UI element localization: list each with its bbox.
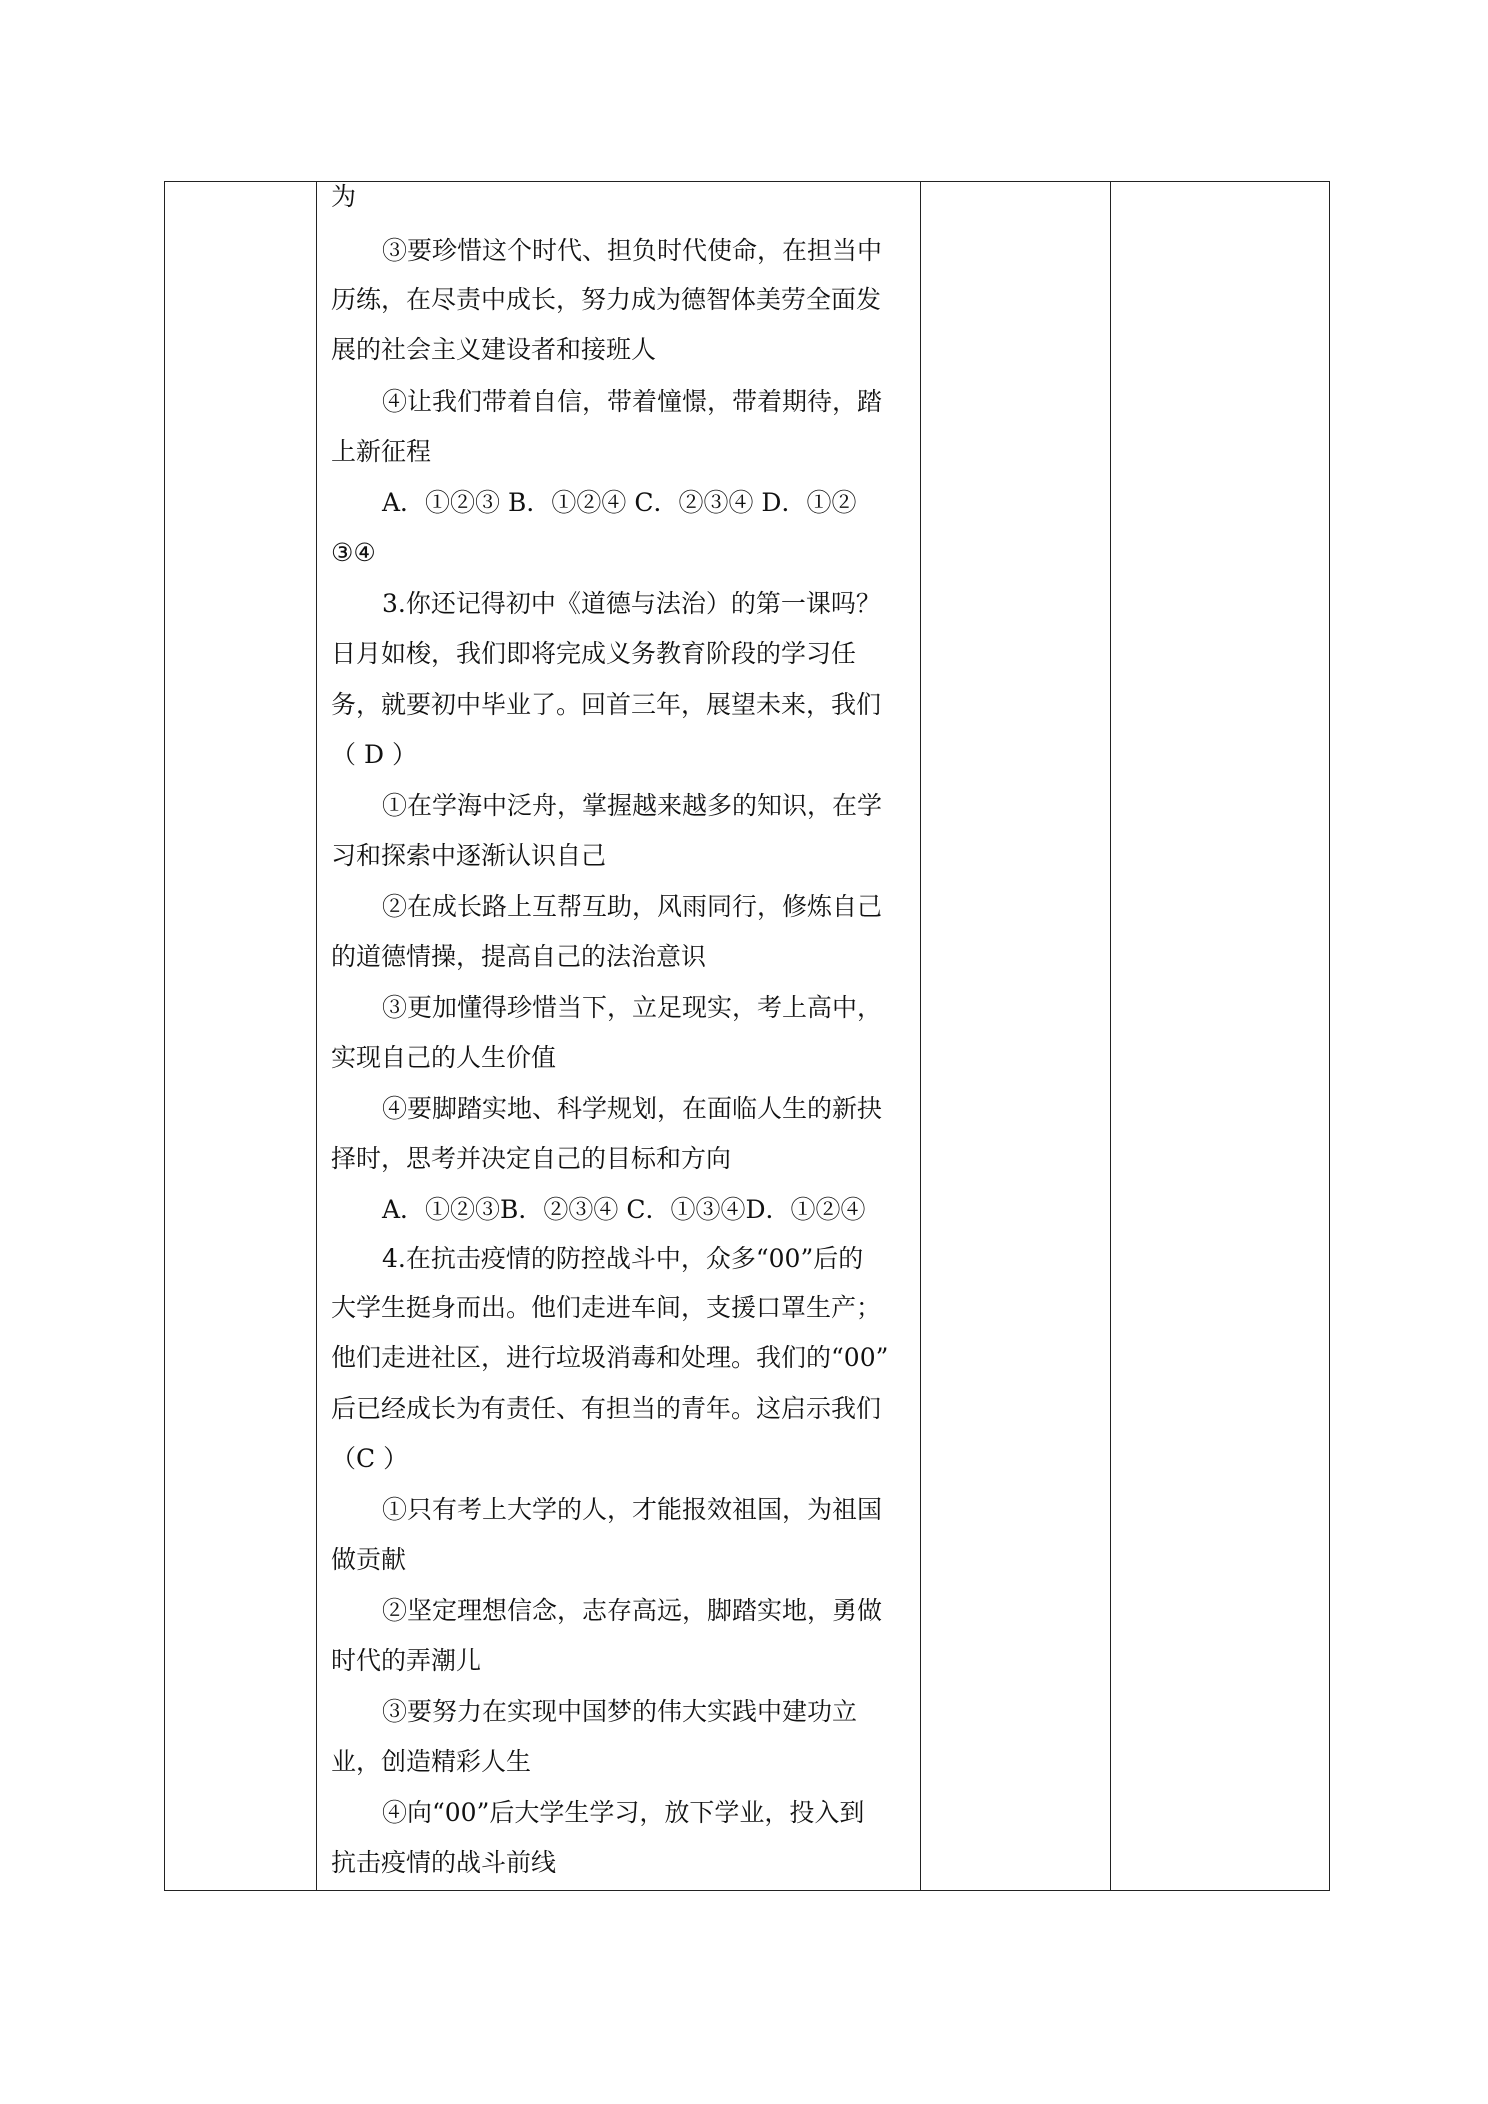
question-4-stem: 4.在抗击疫情的防控战斗中，众多“00”后的	[382, 1244, 864, 1273]
text-line: 实现自己的人生价值	[331, 1043, 557, 1072]
text-line: 上新征程	[331, 437, 432, 466]
answer-options: A．①②③ B．①②④ C．②③④ D．①②	[382, 488, 857, 517]
text-line: 历练，在尽责中成长，努力成为德智体美劳全面发	[331, 285, 882, 314]
text-line: 他们走进社区，进行垃圾消毒和处理。我们的“00”	[331, 1343, 889, 1372]
answer-blank: （ D ）	[331, 740, 417, 769]
text-line: 大学生挺身而出。他们走进车间，支援口罩生产；	[331, 1293, 882, 1322]
text-line: ③更加懂得珍惜当下，立足现实，考上高中，	[382, 993, 883, 1022]
text-line: 择时，思考并决定自己的目标和方向	[331, 1144, 732, 1173]
text-line: ④向“00”后大学生学习，放下学业，投入到	[382, 1798, 865, 1827]
text-line: 为	[331, 182, 357, 211]
text-line: ②在成长路上互帮互助，风雨同行，修炼自己	[382, 892, 883, 921]
text-line: 日月如梭，我们即将完成义务教育阶段的学习任	[331, 639, 857, 668]
text-line: 做贡献	[331, 1545, 407, 1574]
text-line: 习和探索中逐渐认识自己	[331, 841, 607, 870]
text-line: ④让我们带着自信，带着憧憬，带着期待，踏	[382, 387, 883, 416]
text-line: ①在学海中泛舟，掌握越来越多的知识，在学	[382, 791, 883, 820]
text-line: ①只有考上大学的人，才能报效祖国，为祖国	[382, 1495, 883, 1524]
answer-blank: （C ）	[331, 1444, 409, 1473]
text-line: 后已经成长为有责任、有担当的青年。这启示我们	[331, 1394, 882, 1423]
text-line: 务，就要初中毕业了。回首三年，展望未来，我们	[331, 690, 882, 719]
column-divider	[1110, 182, 1111, 1890]
text-line: 的道德情操，提高自己的法治意识	[331, 942, 707, 971]
text-line: ③要努力在实现中国梦的伟大实践中建功立	[382, 1697, 858, 1726]
text-line: ④要脚踏实地、科学规划，在面临人生的新抉	[382, 1094, 883, 1123]
column-divider	[920, 182, 921, 1890]
text-line: 时代的弄潮儿	[331, 1646, 482, 1675]
answer-options: ③④	[331, 538, 376, 567]
text-line: ③要珍惜这个时代、担负时代使命，在担当中	[382, 236, 883, 265]
answer-options: A．①②③B．②③④ C．①③④D．①②④	[382, 1195, 866, 1224]
text-line: 展的社会主义建设者和接班人	[331, 335, 657, 364]
text-line: 抗击疫情的战斗前线	[331, 1848, 557, 1877]
question-content-cell	[316, 182, 920, 1890]
text-line: ②坚定理想信念，志存高远，脚踏实地，勇做	[382, 1596, 883, 1625]
text-line: 业，创造精彩人生	[331, 1747, 532, 1776]
question-3-stem: 3.你还记得初中《道德与法治）的第一课吗？	[382, 589, 881, 618]
document-table	[164, 181, 1330, 1891]
